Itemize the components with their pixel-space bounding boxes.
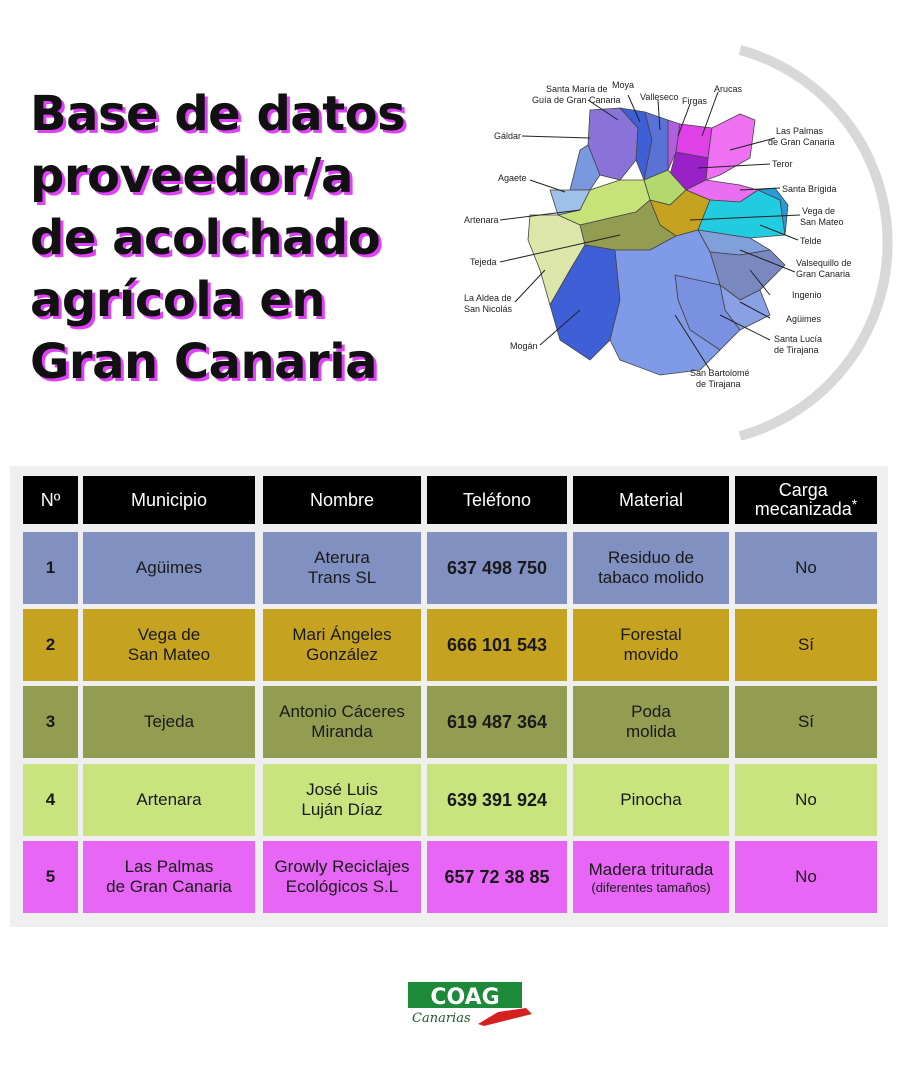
label-vega-de-san-mateo-1: Vega de	[802, 206, 836, 216]
header-material	[573, 476, 729, 524]
cell-number	[23, 764, 78, 836]
cell-text: Artenara	[136, 790, 202, 809]
cell-text: 619 487 364	[446, 712, 548, 732]
cell-text: Antonio Cáceres Miranda	[279, 702, 405, 741]
label-artenara: Artenara	[464, 215, 499, 225]
cell-text: 3	[45, 712, 56, 731]
header-carga-mecanizada	[735, 476, 877, 524]
label-san-bartolome-2: de Tirajana	[696, 379, 741, 389]
label-moya: Moya	[612, 80, 635, 90]
cell-material	[573, 532, 729, 604]
cell-carga-mecanizada	[735, 532, 877, 604]
cell-nombre	[263, 764, 421, 836]
cell-text: 1	[45, 558, 56, 577]
label-san-bartolome-1: San Bartolomé	[690, 368, 750, 378]
cell-note: (diferentes tamaños)	[591, 879, 711, 895]
cell-text: 639 391 924	[446, 790, 548, 810]
label-santa-maria-de-guia-2: Guía de Gran Canaria	[532, 95, 621, 105]
cell-telefono	[427, 764, 567, 836]
cell-telefono	[427, 841, 567, 913]
cell-text: Poda molida	[625, 702, 677, 741]
cell-material	[573, 686, 729, 758]
label-teror: Teror	[772, 159, 793, 169]
cell-material	[573, 764, 729, 836]
cell-municipio	[83, 841, 255, 913]
cell-telefono	[427, 609, 567, 681]
title-line: agrícola en	[30, 272, 326, 328]
cell-text: 666 101 543	[446, 635, 548, 655]
cell-number	[23, 686, 78, 758]
cell-text: Sí	[797, 712, 815, 731]
cell-carga-mecanizada	[735, 841, 877, 913]
coag-canarias-logo	[408, 980, 532, 1028]
cell-material	[573, 841, 729, 913]
cell-municipio	[83, 764, 255, 836]
label-telde: Telde	[800, 236, 822, 246]
label-las-palmas-2: de Gran Canaria	[768, 137, 835, 147]
cell-text: 2	[45, 635, 56, 654]
title-line: Base de datos	[30, 86, 406, 142]
header-label: Carga mecanizada	[754, 480, 852, 519]
cell-text: Pinocha	[620, 790, 682, 809]
cell-text: Las Palmas de Gran Canaria	[106, 857, 232, 896]
cell-material	[573, 609, 729, 681]
header-label: Nombre	[309, 490, 375, 510]
cell-telefono	[427, 686, 567, 758]
label-santa-lucia-1: Santa Lucía	[774, 334, 823, 344]
label-aguimes: Agüimes	[786, 314, 822, 324]
label-mogan: Mogán	[510, 341, 538, 351]
logo-red-swoosh	[478, 1008, 532, 1026]
cell-nombre	[263, 841, 421, 913]
title-line: Gran Canaria	[30, 334, 378, 390]
header-label: Material	[618, 490, 684, 510]
cell-nombre	[263, 609, 421, 681]
label-firgas: Firgas	[682, 96, 708, 106]
label-santa-lucia-2: de Tirajana	[774, 345, 819, 355]
label-arucas: Arucas	[714, 84, 743, 94]
label-valleseco: Valleseco	[640, 92, 679, 102]
cell-text: Agüimes	[135, 558, 203, 577]
gran-canaria-map	[440, 40, 900, 440]
header-nombre	[263, 476, 421, 524]
label-santa-brigida: Santa Brígida	[782, 184, 837, 194]
cell-text: No	[795, 867, 817, 886]
label-vega-de-san-mateo-2: San Mateo	[800, 217, 844, 227]
label-tejeda: Tejeda	[470, 257, 497, 267]
logo-svg	[408, 980, 532, 1028]
cell-text: 4	[45, 790, 56, 809]
header-municipio	[83, 476, 255, 524]
logo-text: COAG	[430, 985, 500, 1010]
cell-text: Forestal movido	[620, 625, 682, 664]
cell-text: Vega de San Mateo	[127, 625, 211, 664]
cell-text: 637 498 750	[446, 558, 548, 578]
municipalities	[528, 108, 788, 375]
cell-carga-mecanizada	[735, 609, 877, 681]
header-asterisk: *	[851, 496, 858, 512]
cell-carga-mecanizada	[735, 764, 877, 836]
label-galdar: Gáldar	[494, 131, 522, 141]
cell-text: Mari Ángeles González	[292, 625, 392, 664]
cell-text: Madera triturada	[588, 859, 714, 879]
region-las-palmas	[706, 114, 755, 180]
header-number	[23, 476, 78, 524]
header-label: Municipio	[130, 490, 208, 510]
cell-text: Residuo de tabaco molido	[598, 548, 704, 587]
cell-municipio	[83, 532, 255, 604]
cell-municipio	[83, 609, 255, 681]
providers-table	[10, 466, 888, 927]
cell-text: 657 72 38 85	[444, 867, 550, 887]
label-la-aldea-2: San Nicolás	[464, 304, 513, 314]
cell-nombre	[263, 532, 421, 604]
cell-text: No	[795, 558, 817, 577]
cell-number	[23, 609, 78, 681]
cell-number	[23, 841, 78, 913]
header-telefono	[427, 476, 567, 524]
logo-subtext: Canarias	[412, 1011, 471, 1026]
map-svg	[440, 40, 900, 440]
label-ingenio: Ingenio	[792, 290, 822, 300]
label-santa-maria-de-guia-1: Santa María de	[546, 84, 608, 94]
cell-municipio	[83, 686, 255, 758]
cell-text: Aterura Trans SL	[307, 548, 377, 587]
cell-carga-mecanizada	[735, 686, 877, 758]
cell-text: Growly Reciclajes Ecológicos S.L	[274, 857, 410, 896]
cell-number	[23, 532, 78, 604]
cell-text: José Luis Luján Díaz	[301, 780, 383, 819]
header-label: Nº	[40, 490, 61, 510]
cell-nombre	[263, 686, 421, 758]
cell-text: 5	[45, 867, 56, 886]
cell-telefono	[427, 532, 567, 604]
cell-text: No	[795, 790, 817, 809]
label-valsequillo-2: Gran Canaria	[796, 269, 851, 279]
label-la-aldea-1: La Aldea de	[464, 293, 512, 303]
cell-text: Sí	[797, 635, 815, 654]
title-line: proveedor/a	[30, 148, 353, 204]
label-valsequillo-1: Valsequillo de	[796, 258, 852, 268]
title-line: de acolchado	[30, 210, 381, 266]
header-label: Teléfono	[462, 490, 532, 510]
label-agaete: Agaete	[498, 173, 527, 183]
cell-text: Tejeda	[143, 712, 195, 731]
label-las-palmas-1: Las Palmas	[776, 126, 824, 136]
